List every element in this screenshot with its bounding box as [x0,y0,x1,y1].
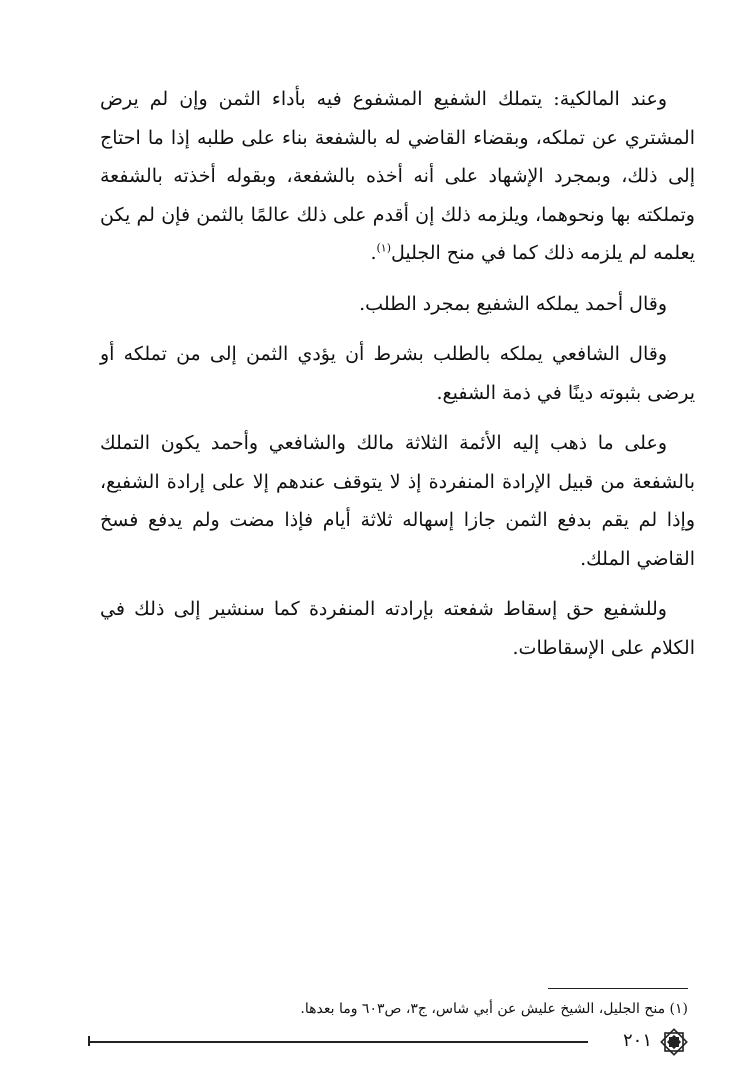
paragraph-shafi-right: وللشفيع حق إسقاط شفعته بإرادته المنفردة كما سنشير إلى ذلك في الكلام على الإسقاطات. [100,598,695,659]
paragraph-maliki-text: وعند المالكية: يتملك الشفيع المشفوع فيه بأداء الثمن وإن لم يرض المشتري عن تملكه، وبقضاء القاضي له بالشفعة بناء على طلبه إذا ما احتاج إلى ذلك، وبمجرد الإشهاد على أنه أخذه بالشفعة، وبقوله أخذته بالشفعة وتملكته بها ونحوهما، ويلزمه ذلك إن أقدم على ذلك عالمًا بالثمن فإن لم يكن يعلمه لم يلزمه ذلك كما في منح الجليل [100,88,695,264]
main-text [100,80,695,679]
footnote-separator [548,988,688,989]
footer-rule-end [88,1036,90,1046]
paragraph-three-imams: وعلى ما ذهب إليه الأئمة الثلاثة مالك والشافعي وأحمد يكون التملك بالشفعة من قبيل الإرادة المنفردة إذ لا يتوقف عندهم إلا على إرادة الشفيع، وإذا لم يقم بدفع الثمن جازا إسهاله ثلاثة أيام فإذا مضت ولم يدفع فسخ القاضي الملك. [100,432,695,570]
footer-rule [88,1041,588,1043]
paragraph-ahmad: وقال أحمد يملكه الشفيع بمجرد الطلب. [359,292,667,315]
paragraph-maliki-end: . [370,242,377,264]
footnote-marker[interactable]: (١) [376,241,392,255]
page-number: ٢٠١ [622,1030,652,1051]
paragraph-maliki [100,80,695,273]
page-footer [88,1026,688,1056]
octagram-ornament-icon [660,1028,688,1056]
paragraph-shafii: وقال الشافعي يملكه بالطلب بشرط أن يؤدي الثمن إلى من تملكه أو يرضى بثبوته دينًا في ذمة الشفيع. [100,343,695,404]
footnote: (١) منح الجليل، الشيخ عليش عن أبي شاس، ج٣، ص٦٠٣ وما بعدها. [300,1001,688,1017]
